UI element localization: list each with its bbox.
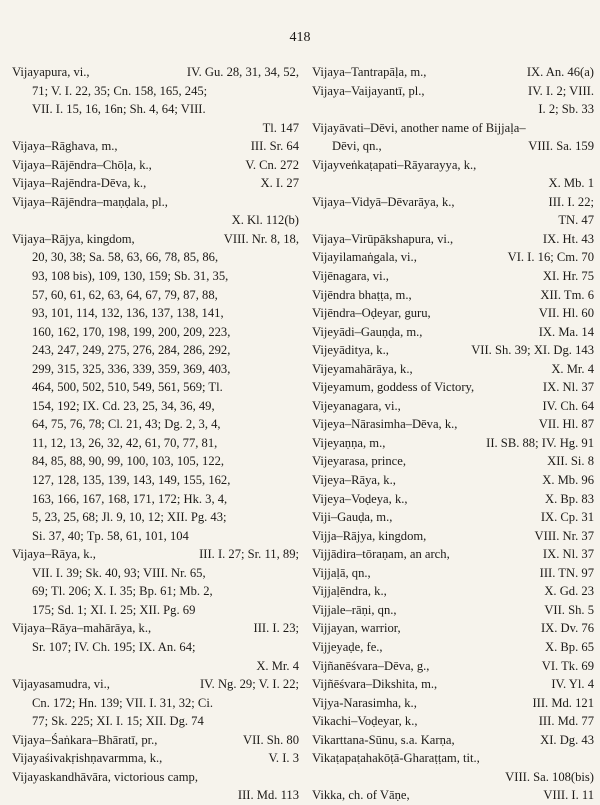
index-entry-references: IX. Cp. 31: [540, 510, 594, 525]
index-line: [312, 286, 594, 305]
index-entry-references: IX. Ht. 43: [542, 231, 594, 246]
index-entry-references: X. Bp. 83: [545, 491, 594, 506]
index-line: [12, 545, 299, 564]
index-entry-references: X. Kl. 112(b): [231, 213, 299, 228]
index-entry-references: X. Mb. 96: [542, 473, 594, 488]
index-line: [12, 434, 299, 453]
index-line: [12, 452, 299, 471]
index-line: [312, 564, 594, 583]
index-line: [312, 582, 594, 601]
index-entry-references: XI. Dg. 43: [540, 732, 594, 747]
index-entry-term: Vijeyarasa, prince,: [312, 454, 406, 469]
index-entry-term: Vikka, ch. of Vāṇe,: [312, 788, 410, 803]
index-entry-term: Vijaya–Rajēndra-Dēva, k.,: [12, 176, 147, 191]
index-line: [12, 82, 299, 101]
index-entry-term: Vijjaḷā, qn.,: [312, 565, 371, 580]
index-entry-continuation: 64, 75, 76, 78; Cl. 21, 43; Dg. 2, 3, 4,: [32, 417, 221, 432]
index-entry-references: IV. Gu. 28, 31, 34, 52,: [186, 65, 299, 79]
index-entry-references: III. I. 23;: [253, 621, 299, 636]
index-entry-term: Vijayasamudra, vi.,: [12, 677, 110, 692]
index-entry-references: I. 2; Sb. 33: [538, 102, 594, 117]
index-line: [312, 471, 594, 490]
index-line: [312, 415, 594, 434]
index-entry-term: Vijaya–Vaijayantī, pl.,: [312, 83, 425, 98]
index-line: [312, 712, 594, 731]
index-entry-references: IX. Ma. 14: [538, 324, 594, 339]
index-line: [312, 63, 594, 82]
index-entry-term: Vijaya–Rājya, kingdom,: [12, 231, 135, 246]
index-line: [12, 731, 299, 750]
index-entry-continuation: 5, 23, 25, 68; Jl. 9, 10, 12; XII. Pg. 43;: [32, 510, 227, 525]
index-line: [12, 527, 299, 546]
index-line: [312, 749, 594, 768]
index-entry-term: Vijayveṅkaṭapati–Rāyarayya, k.,: [312, 157, 477, 172]
index-entry-continuation: 93, 101, 114, 132, 136, 137, 138, 141,: [32, 306, 224, 321]
index-entry-references: VII. Sh. 5: [544, 602, 594, 617]
index-entry-references: III. TN. 97: [539, 565, 594, 580]
index-line: [312, 452, 594, 471]
index-line: [312, 378, 594, 397]
index-entry-term: Vijēndra–Oḍeyar, guru,: [312, 306, 431, 321]
index-entry-references: X. Mr. 4: [256, 658, 299, 673]
index-line: [12, 619, 299, 638]
index-line: [12, 341, 299, 360]
index-line: [312, 675, 594, 694]
index-line: [312, 323, 594, 342]
index-entry-continuation: 93, 108 bis), 109, 130, 159; Sb. 31, 35,: [32, 269, 229, 284]
index-line: [312, 248, 594, 267]
index-entry-references: VII. Sh. 80: [243, 732, 299, 747]
index-entry-references: IV. Ch. 64: [542, 398, 594, 413]
index-line: [12, 490, 299, 509]
index-entry-term: Vijēnagara, vi.,: [312, 269, 389, 284]
index-entry-references: VIII. Sa. 159: [528, 139, 594, 154]
index-entry-term: Vijaya–Rāya, k.,: [12, 547, 96, 562]
index-line: [312, 360, 594, 379]
index-line: [12, 193, 299, 212]
index-line: [312, 230, 594, 249]
index-entry-continuation: 57, 60, 61, 62, 63, 64, 67, 79, 87, 88,: [32, 287, 218, 302]
index-entry-term: Vijja–Rājya, kingdom,: [312, 528, 427, 543]
index-line: [12, 230, 299, 249]
index-line: [12, 267, 299, 286]
index-line: [312, 119, 594, 138]
index-entry-references: VI. I. 16; Cm. 70: [507, 250, 594, 265]
index-entry-references: Tl. 147: [262, 120, 299, 135]
index-entry-term: Vijeyāditya, k.,: [312, 343, 389, 358]
index-entry-continuation: 20, 30, 38; Sa. 58, 63, 66, 78, 85, 86,: [32, 250, 219, 265]
index-entry-term: Vijeyaṇṇa, m.,: [312, 435, 386, 450]
index-entry-references: X. Mb. 1: [548, 176, 594, 191]
index-entry-continuation: 69; Tl. 206; X. I. 35; Bp. 61; Mb. 2,: [32, 584, 213, 599]
index-entry-term: Vijaya–Rājēndra–Chōḷa, k.,: [12, 157, 152, 172]
index-line: [312, 619, 594, 638]
index-line: [312, 434, 594, 453]
index-entry-references: IX. An. 46(a): [526, 65, 594, 79]
index-line: [312, 211, 594, 230]
index-line: [12, 211, 299, 230]
index-line: [12, 786, 299, 805]
index-entry-term: Vijjādira–tōraṇam, an arch,: [312, 547, 450, 562]
index-entry-references: IX. Nl. 37: [542, 380, 594, 395]
index-entry-references: III. Md. 77: [538, 714, 594, 729]
index-entry-continuation: 84, 85, 88, 90, 99, 100, 103, 105, 122,: [32, 454, 225, 469]
index-entry-references: VIII. Nr. 37: [534, 528, 594, 543]
index-line: [312, 657, 594, 676]
index-entry-term: Vikachi–Voḍeyar, k.,: [312, 714, 418, 729]
index-entry-term: Vijaya–Śaṅkara–Bhāratī, pr.,: [12, 732, 158, 747]
index-entry-continuation: 163, 166, 167, 168, 171, 172; Hk. 3, 4,: [32, 491, 228, 506]
index-entry-references: V. I. 3: [268, 751, 299, 766]
index-line: [12, 749, 299, 768]
index-line: [312, 304, 594, 323]
index-entry-references: XII. Si. 8: [547, 454, 594, 469]
index-entry-term: Vijjayan, warrior,: [312, 621, 401, 636]
index-entry-term: Vijeyamum, goddess of Victory,: [312, 380, 475, 395]
index-entry-references: XI. Hr. 75: [542, 269, 594, 284]
index-entry-term: Vijjeyaḍe, fe.,: [312, 639, 383, 654]
index-entry-continuation: 299, 315, 325, 336, 339, 359, 369, 403,: [32, 361, 231, 376]
index-entry-term: Vijeyamahārāya, k.,: [312, 361, 413, 376]
index-line: [312, 768, 594, 787]
index-entry-references: III. I. 27; Sr. 11, 89;: [199, 547, 299, 562]
index-line: [12, 156, 299, 175]
index-line: [12, 286, 299, 305]
index-entry-references: VIII. Sa. 108(bis): [505, 769, 594, 784]
index-line: [12, 712, 299, 731]
index-line: [12, 323, 299, 342]
index-entry-references: X. I. 27: [260, 176, 299, 191]
index-entry-term: Vijjale–rāṇi, qn.,: [312, 602, 397, 617]
index-line: [12, 119, 299, 138]
index-line: [12, 675, 299, 694]
index-line: [312, 100, 594, 119]
index-entry-continuation: Cn. 172; Hn. 139; VII. I. 31, 32; Ci.: [32, 695, 213, 710]
index-entry-references: XII. Tm. 6: [540, 287, 594, 302]
index-entry-term: Vijñanēśvara–Dēva, g.,: [312, 658, 430, 673]
index-entry-references: V. Cn. 272: [245, 157, 299, 172]
index-entry-continuation: 154, 192; IX. Cd. 23, 25, 34, 36, 49,: [32, 398, 215, 413]
index-line: [12, 304, 299, 323]
index-entry-references: II. SB. 88; IV. Hg. 91: [486, 435, 594, 450]
index-entry-continuation: 464, 500, 502, 510, 549, 561, 569; Tl.: [32, 380, 223, 395]
index-entry-term: Vijayaskandhāvāra, victorious camp,: [12, 769, 198, 784]
index-line: [312, 694, 594, 713]
index-entry-continuation: 243, 247, 249, 275, 276, 284, 286, 292,: [32, 343, 231, 358]
index-entry-continuation: 11, 12, 13, 26, 32, 42, 61, 70, 77, 81,: [32, 435, 218, 450]
index-line: [12, 694, 299, 713]
index-entry-references: IV. Yl. 4: [551, 677, 594, 692]
index-line: [312, 397, 594, 416]
index-entry-term: Vijayapura, vi.,: [12, 65, 90, 79]
index-entry-term: Vijaya–Tantrapāḷa, m.,: [312, 65, 427, 79]
index-line: [312, 731, 594, 750]
index-entry-continuation: Dēvi, qn.,: [332, 139, 382, 154]
index-line: [12, 248, 299, 267]
index-line: [312, 82, 594, 101]
index-line: [12, 657, 299, 676]
index-line: [12, 63, 299, 82]
index-entry-references: IX. Nl. 37: [542, 547, 594, 562]
index-line: [12, 768, 299, 787]
index-entry-term: Vijaya–Rāghava, m.,: [12, 139, 118, 154]
index-line: [312, 341, 594, 360]
index-entry-continuation: Si. 37, 40; Tp. 58, 61, 101, 104: [32, 528, 189, 543]
index-column-right: [312, 63, 594, 805]
index-entry-term: Vijeyanagara, vi.,: [312, 398, 401, 413]
index-entry-term: Vijayāvati–Dēvi, another name of Bijjaḷa–: [312, 120, 526, 135]
index-entry-term: Vijeya–Voḍeya, k.,: [312, 491, 408, 506]
index-line: [12, 582, 299, 601]
index-entry-continuation: 160, 162, 170, 198, 199, 200, 209, 223,: [32, 324, 231, 339]
index-entry-term: Vijayaśivakṛishṇavarmma, k.,: [12, 751, 163, 766]
page-number: 418: [289, 30, 311, 45]
index-entry-term: Vijjaḷēndra, k.,: [312, 584, 387, 599]
index-line: [12, 137, 299, 156]
index-entry-continuation: Sr. 107; IV. Ch. 195; IX. An. 64;: [32, 639, 196, 654]
index-entry-references: III. Md. 121: [532, 695, 594, 710]
index-entry-references: TN. 47: [558, 213, 594, 228]
index-entry-references: VIII. Nr. 8, 18,: [223, 231, 299, 246]
index-line: [12, 100, 299, 119]
index-entry-references: X. Gd. 23: [544, 584, 594, 599]
index-entry-references: IV. I. 2; VIII.: [528, 83, 594, 98]
index-entry-term: Vikarttana-Sūnu, s.a. Karṇa,: [312, 732, 455, 747]
index-line: [12, 397, 299, 416]
index-line: [12, 601, 299, 620]
index-line: [312, 545, 594, 564]
index-entry-continuation: VII. I. 39; Sk. 40, 93; VIII. Nr. 65,: [32, 565, 206, 580]
index-entry-references: IX. Dv. 76: [540, 621, 594, 636]
index-entry-continuation: VII. I. 15, 16, 16n; Sh. 4, 64; VIII.: [32, 102, 206, 117]
index-line: [12, 378, 299, 397]
index-line: [312, 490, 594, 509]
index-entry-references: X. Bp. 65: [545, 639, 594, 654]
index-entry-references: VIII. I. 11: [543, 788, 594, 803]
index-entry-references: VII. Hl. 87: [538, 417, 594, 432]
index-entry-references: VI. Tk. 69: [541, 658, 594, 673]
index-entry-term: Vijya-Narasimha, k.,: [312, 695, 417, 710]
index-line: [12, 508, 299, 527]
index-entry-term: Vijeyādi–Gauṇḍa, m.,: [312, 324, 423, 339]
index-entry-references: IV. Ng. 29; V. I. 22;: [199, 677, 299, 692]
index-line: [312, 267, 594, 286]
index-entry-term: Vijaya–Rājēndra–maṇḍala, pl.,: [12, 194, 168, 209]
index-entry-term: Vijñēśvara–Dikshita, m.,: [312, 677, 438, 692]
index-line: [12, 471, 299, 490]
index-line: [12, 564, 299, 583]
index-entry-references: III. Sr. 64: [250, 139, 299, 154]
index-entry-term: Vijaya–Vidyā–Dēvarāya, k.,: [312, 194, 455, 209]
index-entry-continuation: 77; Sk. 225; XI. I. 15; XII. Dg. 74: [32, 714, 204, 729]
index-entry-references: III. I. 22;: [548, 194, 594, 209]
index-entry-references: VII. Sh. 39; XI. Dg. 143: [471, 343, 594, 358]
index-line: [312, 638, 594, 657]
index-entry-term: Vijaya–Virūpākshapura, vi.,: [312, 231, 454, 246]
index-entry-continuation: 175; Sd. 1; XI. I. 25; XII. Pg. 69: [32, 602, 196, 617]
index-line: [12, 360, 299, 379]
index-column-left: [12, 63, 299, 805]
index-line: [312, 156, 594, 175]
index-entry-continuation: 127, 128, 135, 139, 143, 149, 155, 162,: [32, 473, 231, 488]
index-line: [312, 174, 594, 193]
index-line: [12, 174, 299, 193]
index-line: [312, 527, 594, 546]
index-line: [312, 508, 594, 527]
index-entry-references: VII. Hl. 60: [538, 306, 594, 321]
index-entry-term: Vijayilamaṅgala, vi.,: [312, 250, 417, 265]
index-line: [12, 638, 299, 657]
index-entry-term: Viji–Gauḍa, m.,: [312, 510, 393, 525]
index-entry-term: Vijeya–Nārasimha–Dēva, k.,: [312, 417, 458, 432]
index-line: [312, 137, 594, 156]
index-entry-references: III. Md. 113: [237, 788, 299, 803]
index-entry-term: Vijaya–Rāya–mahārāya, k.,: [12, 621, 152, 636]
index-entry-term: Vijēndra bhaṭṭa, m.,: [312, 287, 412, 302]
index-entry-term: Vikaṭapaṭahakōṭā-Gharaṭṭam, tit.,: [312, 751, 480, 766]
index-line: [312, 193, 594, 212]
index-entry-references: X. Mr. 4: [551, 361, 594, 376]
index-entry-term: Vijeya–Rāya, k.,: [312, 473, 396, 488]
index-line: [12, 415, 299, 434]
index-entry-continuation: 71; V. I. 22, 35; Cn. 158, 165, 245;: [32, 83, 208, 98]
index-line: [312, 786, 594, 805]
index-line: [312, 601, 594, 620]
